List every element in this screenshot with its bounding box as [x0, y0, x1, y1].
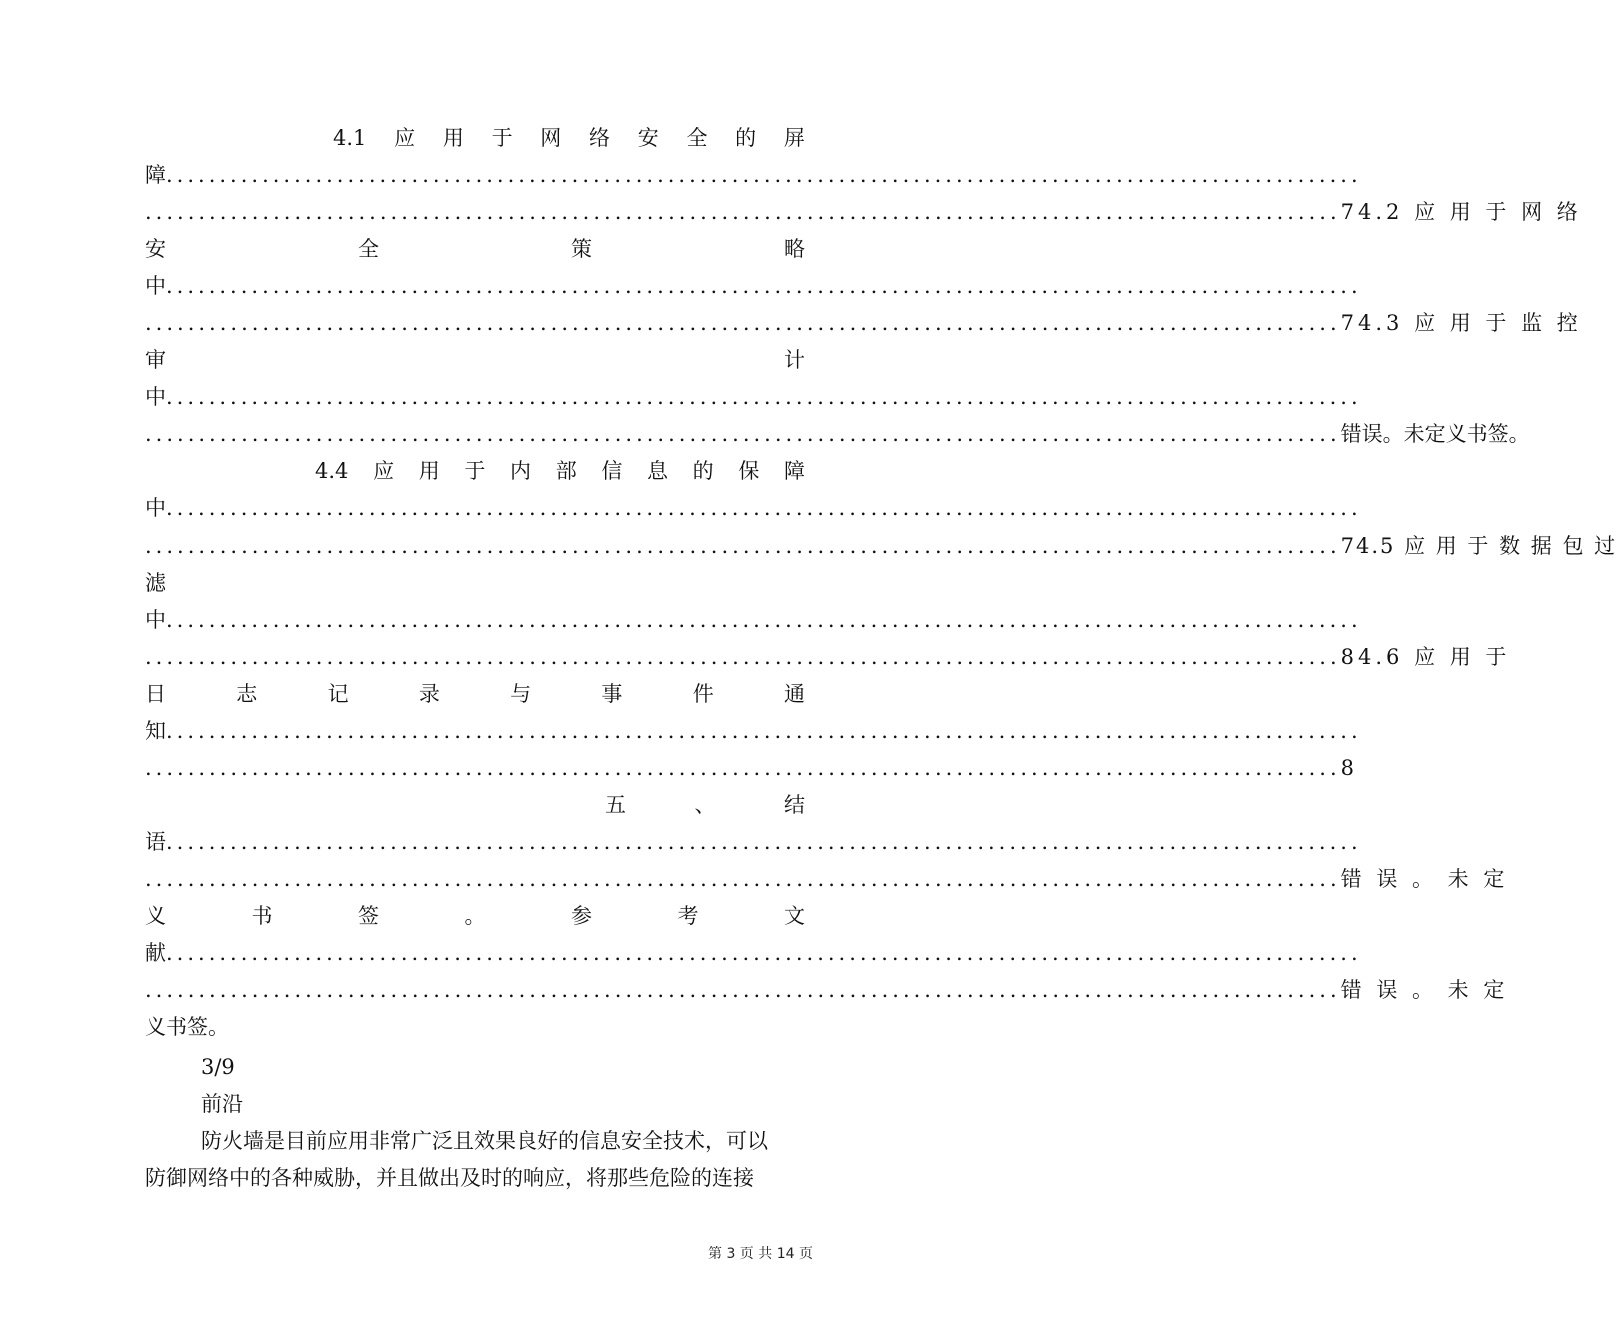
- toc-word: 应: [373, 459, 395, 483]
- page-marker-line: [145, 1054, 805, 1080]
- toc-tail-text: 错 误 。 未 定: [1340, 978, 1509, 1002]
- toc-word: 网: [540, 126, 562, 150]
- toc-word: 内: [510, 459, 532, 483]
- toc-line-dots-tail: [145, 421, 1530, 447]
- toc-leader-dots: ................................................................................................................: [145, 756, 1341, 780]
- toc-leader-dots: ................................................................................................................: [166, 941, 1362, 965]
- toc-lead-char: 知: [145, 719, 166, 743]
- toc-leader-dots: ................................................................................................................: [166, 163, 1362, 187]
- paragraph-line-2: [145, 1165, 805, 1191]
- toc-leader-dots: ................................................................................................................: [145, 422, 1341, 446]
- toc-leader-dots: ................................................................................................................: [166, 274, 1362, 298]
- toc-word: 信: [601, 459, 623, 483]
- page-marker: 3/9: [201, 1055, 235, 1079]
- page-number-label: 第 3 页 共 14 页: [708, 1246, 813, 1262]
- toc-word: 络: [589, 126, 610, 150]
- toc-4-4-words: [145, 458, 805, 484]
- toc-tail-text: 错 误 。 未 定: [1340, 867, 1509, 891]
- toc-lead-char: 中: [145, 385, 166, 409]
- toc-word: 事: [601, 682, 623, 706]
- toc-line-dots-tail: [145, 533, 1617, 559]
- toc-word: 计: [784, 348, 805, 372]
- toc-word: 4.4: [315, 459, 349, 483]
- toc-word: 的: [735, 126, 757, 150]
- toc-line-text: [145, 1014, 805, 1040]
- toc-word: 。: [464, 904, 486, 928]
- toc-line-lead-dots: [145, 829, 1362, 855]
- toc-line-dots-tail: [145, 977, 1509, 1003]
- toc-leader-dots: ................................................................................................................: [145, 978, 1341, 1002]
- toc-leader-dots: ................................................................................................................: [145, 311, 1341, 335]
- page-footer: [708, 1245, 813, 1263]
- toc-line-dots-tail: [145, 866, 1509, 892]
- toc-word: 件: [692, 682, 714, 706]
- toc-word: 屏: [783, 126, 805, 150]
- toc-lead-char: 中: [145, 496, 166, 520]
- toc-4-1-words: [145, 125, 805, 151]
- toc-line-justified: [145, 236, 805, 262]
- toc-word: 部: [555, 459, 577, 483]
- toc-lead-char: 中: [145, 608, 166, 632]
- toc-word: 的: [692, 459, 714, 483]
- toc-tail-text: 84.6 应 用 于: [1340, 645, 1511, 669]
- paragraph-text: 防御网络中的各种威胁，并且做出及时的响应，将那些危险的连接: [145, 1166, 754, 1190]
- toc-word: 通: [783, 682, 805, 706]
- toc-word: 义: [145, 904, 166, 928]
- paragraph-line-1: [145, 1128, 805, 1154]
- toc-line-dots-tail: [145, 310, 1582, 336]
- toc-word: 略: [784, 237, 805, 261]
- toc-word: 录: [418, 682, 440, 706]
- toc-leader-dots: ................................................................................................................: [166, 608, 1362, 632]
- toc-text: 义书签。: [145, 1015, 229, 1039]
- toc-leader-dots: ................................................................................................................: [145, 645, 1341, 669]
- toc-leader-dots: ................................................................................................................: [145, 867, 1341, 891]
- toc-line-lead-dots: [145, 718, 1362, 744]
- toc-tail-text: 74.3 应 用 于 监 控: [1340, 311, 1582, 335]
- toc-line-justified: [145, 903, 805, 929]
- toc-line-lead-dots: [145, 273, 1362, 299]
- toc-tail-text: 错误。未定义书签。: [1340, 422, 1530, 446]
- section-title: 前沿: [201, 1092, 243, 1116]
- toc-line-justified: [145, 792, 805, 818]
- toc-word: 应: [394, 126, 416, 150]
- toc-line-4-1-heading: [145, 125, 805, 151]
- toc-word: 文: [784, 904, 805, 928]
- toc-word: 日: [145, 682, 166, 706]
- toc-text: 滤: [145, 571, 166, 595]
- toc-word: 考: [677, 904, 699, 928]
- toc-line-lead-dots: [145, 495, 1362, 521]
- toc-word: 用: [442, 126, 464, 150]
- toc-word: 4.1: [333, 126, 367, 150]
- toc-line-justified: [145, 347, 805, 373]
- toc-tail-text: 74.5 应 用 于 数 据 包 过: [1340, 534, 1617, 558]
- toc-word: 策: [571, 237, 592, 261]
- toc-line-4-4-heading: [145, 458, 805, 484]
- toc-line-dots-tail: [145, 755, 1359, 781]
- toc-line-lead-dots: [145, 940, 1362, 966]
- toc-word: 记: [327, 682, 349, 706]
- toc-leader-dots: ................................................................................................................: [145, 534, 1341, 558]
- toc-leader-dots: ................................................................................................................: [166, 496, 1362, 520]
- toc-word: 安: [637, 126, 659, 150]
- toc-word: 书: [251, 904, 273, 928]
- toc-word: 志: [236, 682, 258, 706]
- toc-line-lead-dots: [145, 384, 1362, 410]
- toc-line-dots-tail: [145, 199, 1582, 225]
- toc-word: 五: [605, 793, 626, 817]
- toc-lead-char: 障: [145, 163, 166, 187]
- toc-word: 于: [464, 459, 486, 483]
- toc-tail-text: 8: [1340, 756, 1359, 780]
- toc-word: 息: [647, 459, 668, 483]
- toc-word: 用: [418, 459, 440, 483]
- toc-lead-char: 语: [145, 830, 166, 854]
- toc-line-lead-dots: [145, 162, 1362, 188]
- toc-word: 、: [694, 793, 716, 817]
- paragraph-text: 防火墙是目前应用非常广泛且效果良好的信息安全技术，可以: [201, 1129, 768, 1153]
- toc-word: 签: [358, 904, 379, 928]
- toc-word: 安: [145, 237, 166, 261]
- section-title-line: [145, 1091, 805, 1117]
- toc-leader-dots: ................................................................................................................: [166, 385, 1362, 409]
- toc-word: 全: [686, 126, 708, 150]
- toc-line-text: [145, 570, 805, 596]
- toc-lead-char: 献: [145, 941, 166, 965]
- toc-leader-dots: ................................................................................................................: [166, 719, 1362, 743]
- toc-word: 与: [510, 682, 532, 706]
- toc-line-dots-tail: [145, 644, 1511, 670]
- toc-leader-dots: ................................................................................................................: [145, 200, 1341, 224]
- toc-word: 审: [145, 348, 166, 372]
- toc-line-lead-dots: [145, 607, 1362, 633]
- toc-word: 参: [571, 904, 592, 928]
- toc-tail-text: 74.2 应 用 于 网 络: [1340, 200, 1582, 224]
- toc-word: 障: [783, 459, 805, 483]
- toc-line-justified: [145, 681, 805, 707]
- toc-lead-char: 中: [145, 274, 166, 298]
- toc-leader-dots: ................................................................................................................: [166, 830, 1362, 854]
- toc-word: 于: [491, 126, 513, 150]
- toc-word: 结: [784, 793, 805, 817]
- toc-word: 全: [358, 237, 379, 261]
- toc-word: 保: [738, 459, 760, 483]
